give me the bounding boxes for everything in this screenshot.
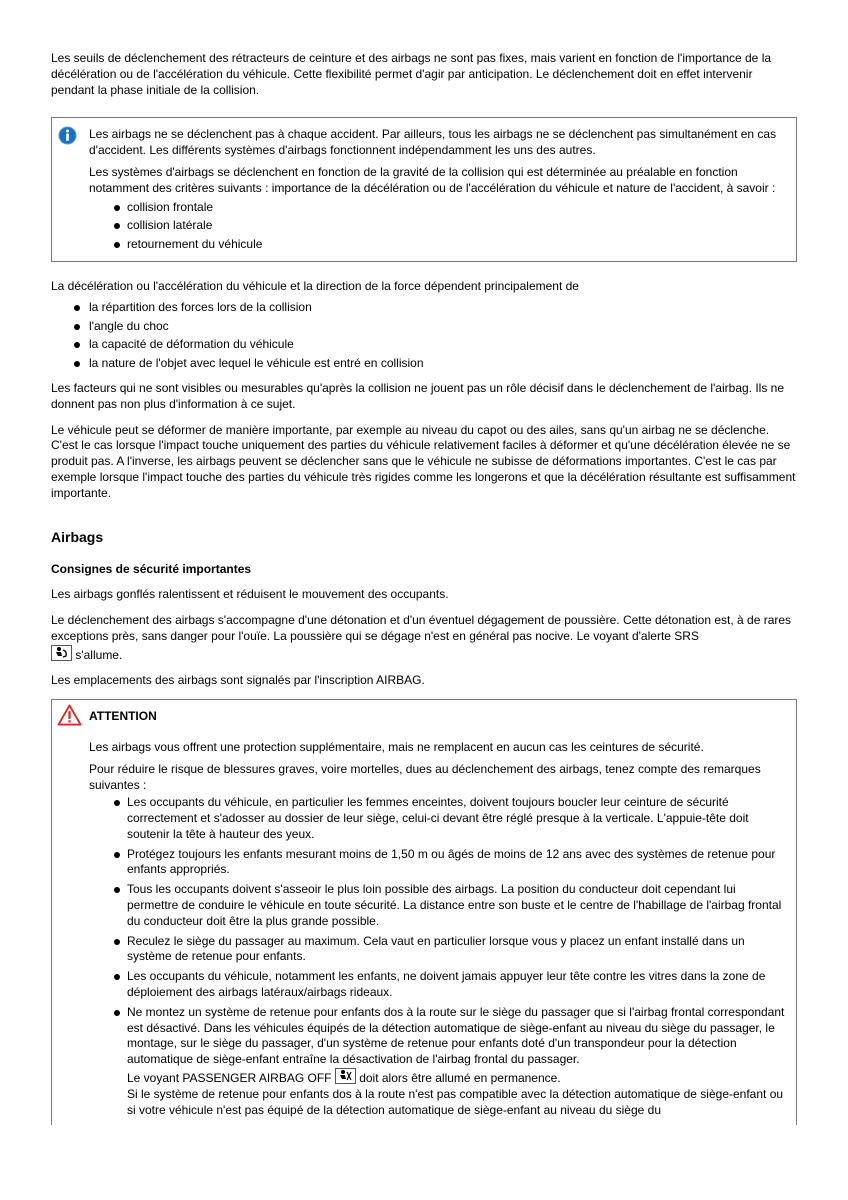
slow-paragraph: Les airbags gonflés ralentissent et réduisent le mouvement des occupants. — [51, 587, 449, 602]
warning-title: ATTENTION — [89, 709, 157, 724]
list-item: collision latérale — [89, 218, 790, 234]
child-seat-compat-text: Si le système de retenue pour enfants dos à la route n'est pas compatible avec la détection automatique de siège-enfant ou si votre véhicule n'est pas équipé de la détection automatique de siège-enfant au niveau du siège du — [127, 1086, 784, 1117]
srs-warning-lamp-icon — [51, 645, 72, 661]
list-item: l'angle du choc — [51, 319, 797, 335]
warning-paragraph-2: Pour réduire le risque de blessures graves, voire mortelles, dues au déclenchement des airbags, tenez compte des remarques suivantes : — [89, 761, 761, 792]
page-content — [51, 51, 797, 1125]
section-heading-airbags: Airbags — [51, 528, 104, 545]
warning-box — [51, 699, 797, 1125]
detonation-text: Le déclenchement des airbags s'accompagne d'une détonation et d'un éventuel dégagement de poussière. Cette détonation est, à de rares exceptions près, sans danger pour l'ouïe. La poussière qui se dégage n'est en général pas nocive. Le voyant d'alerte SRS — [51, 612, 792, 643]
detonation-paragraph — [51, 613, 797, 663]
info-paragraph-1: Les airbags ne se déclenchent pas à chaque accident. Par ailleurs, tous les airbags ne se déclenchent pas simultanément en cas d'accident. Les différents systèmes d'airbags fonctionnent indépendamment les uns des autres. — [89, 127, 777, 158]
passenger-airbag-text-end: doit alors être allumé en permanence. — [359, 1071, 561, 1086]
list-item: Tous les occupants doivent s'asseoir le plus loin possible des airbags. La position du conducteur doit cependant lui permettre de conduire le véhicule en toute sécurité. La distance entre son buste et le centre de l'habillage de l'airbag frontal du conducteur doit être la plus grande possible. — [89, 882, 790, 929]
deformation-paragraph: Le véhicule peut se déformer de manière importante, par exemple au niveau du capot ou des ailes, sans qu'un airbag ne se déclenche. C'est le cas lorsque l'impact touche uniquement des parties du véhicule relativement faciles à déformer et qu'une décélération élevée ne se produit pas. A l'inverse, les airbags peuvent se déclencher sans que le véhicule ne subisse de déformations importantes. C'est le cas par exemple lorsque l'impact touche des parties du véhicule très rigides comme les longerons et que la décélération résultante est suffisamment importante. — [51, 422, 796, 500]
list-item: la capacité de déformation du véhicule — [51, 337, 797, 353]
direction-paragraph: La décélération ou l'accélération du véhicule et la direction de la force dépendent principalement de — [51, 278, 579, 293]
list-item: Protégez toujours les enfants mesurant moins de 1,50 m ou âgés de moins de 12 ans avec des systèmes de retenue pour enfants appropriés. — [89, 847, 790, 879]
list-item: Reculez le siège du passager au maximum. Cela vaut en particulier lorsque vous y placez un enfant installé dans un système de retenue pour enfants. — [89, 934, 790, 966]
factors-list — [51, 300, 797, 372]
child-seat-text: Ne montez un système de retenue pour enfants dos à la route sur le siège du passager que si l'airbag frontal correspondant est désactivé. Dans les véhicules équipés de la détection automatique de siège-enfant au niveau du siège du passager, le montage, sur le siège du passager, d'un système de retenue pour enfants doté d'un transpondeur pour la détection automatique de siège-enfant entraîne la désactivation de l'airbag frontal du passager. — [127, 1004, 785, 1067]
list-item: la répartition des forces lors de la collision — [51, 300, 797, 316]
list-item-child-seat — [89, 1005, 790, 1119]
subheading-safety: Consignes de sécurité importantes — [51, 562, 252, 577]
list-item: Les occupants du véhicule, en particulier les femmes enceintes, doivent toujours boucler leur ceinture de sécurité correctement et s'adosser au dossier de leur siège, celui-ci devant être réglé presque à la verticale. L'appuie-tête doit soutenir la tête à hauteur des yeux. — [89, 795, 790, 842]
info-criteria-list — [89, 200, 790, 253]
passenger-airbag-text: Le voyant PASSENGER AIRBAG OFF — [127, 1071, 332, 1086]
intro-paragraph: Les seuils de déclenchement des rétracteurs de ceinture et des airbags ne sont pas fixes, mais varient en fonction de l'importance de la décélération ou de l'accélération du véhicule. Cette flexibilité permet d'agir par anticipation. Le déclenchement doit en effet intervenir pendant la phase initiale de la collision. — [51, 51, 772, 97]
info-icon — [58, 126, 77, 145]
list-item: Les occupants du véhicule, notamment les enfants, ne doivent jamais appuyer leur tête contre les vitres dans la zone de déploiement des airbags latéraux/airbags rideaux. — [89, 969, 790, 1001]
warning-paragraph-1: Les airbags vous offrent une protection supplémentaire, mais ne remplacent en aucun cas les ceintures de sécurité. — [89, 739, 704, 754]
info-paragraph-2: Les systèmes d'airbags se déclenchent en fonction de la gravité de la collision qui est déterminée au préalable en fonction notamment des critères suivants : importance de la décélération ou de l'accélération du véhicule et nature de l'accident, à savoir : — [89, 164, 776, 195]
list-item: la nature de l'objet avec lequel le véhicule est entré en collision — [51, 356, 797, 372]
list-item: retournement du véhicule — [89, 237, 790, 253]
location-paragraph: Les emplacements des airbags sont signalés par l'inscription AIRBAG. — [51, 673, 425, 688]
factors-after-paragraph: Les facteurs qui ne sont visibles ou mesurables qu'après la collision ne jouent pas un rôle décisif dans le déclenchement de l'airbag. Ils ne donnent pas non plus d'information à ce sujet. — [51, 380, 785, 411]
info-box — [51, 117, 797, 262]
passenger-airbag-off-icon — [335, 1068, 356, 1084]
warning-list — [89, 795, 790, 1118]
warning-triangle-icon — [57, 704, 82, 726]
list-item: collision frontale — [89, 200, 790, 216]
detonation-text-end: s'allume. — [75, 647, 123, 662]
